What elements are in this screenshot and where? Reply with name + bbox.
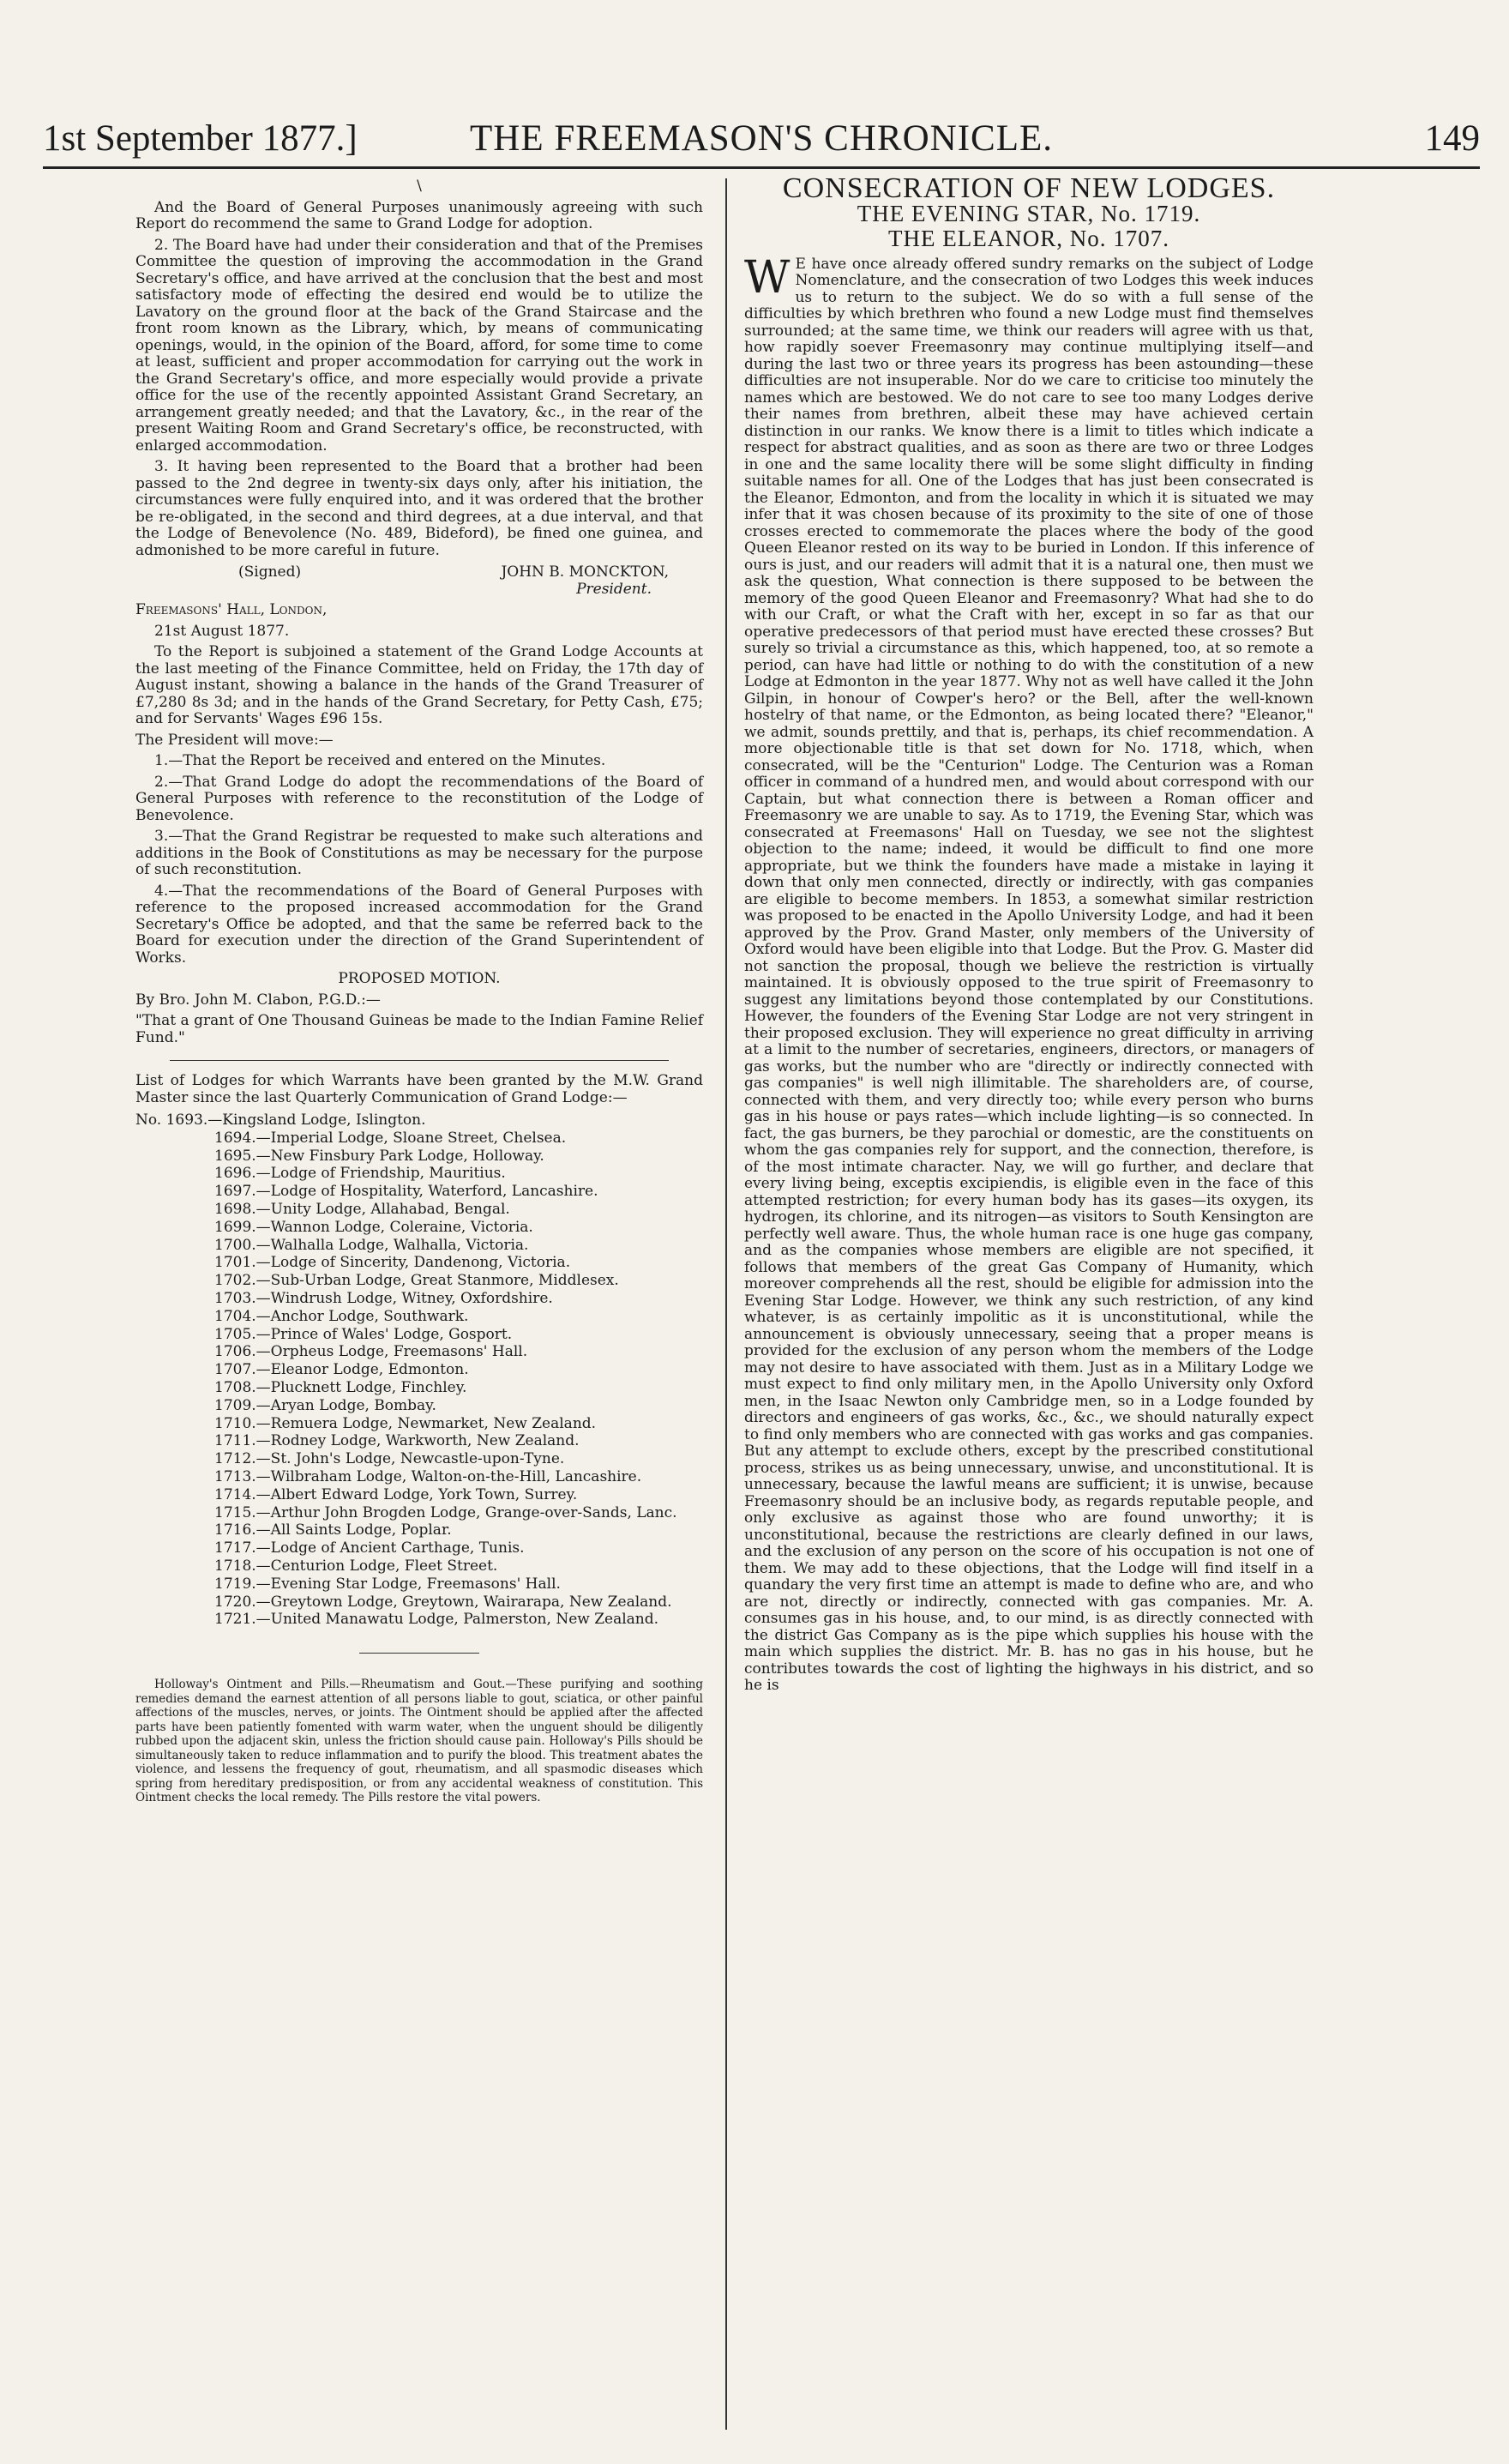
motion-item: 3.—That the Grand Registrar be requested to make such alterations and additions in the Book of Constitutions as may be necessary for the purpose of such reconstitution. — [135, 828, 703, 878]
drop-cap: W — [744, 251, 791, 304]
left-column — [135, 178, 703, 1810]
publication-title: THE FREEMASON'S CHRONICLE. — [470, 118, 1053, 159]
article-subheading-eleanor: THE ELEANOR, No. 1707. — [888, 226, 1169, 251]
move-intro: The President will move:— — [135, 731, 334, 749]
lodge-entry: 1712.—St. John's Lodge, Newcastle-upon-Tyne. — [214, 1450, 565, 1468]
lodge-entry: 1716.—All Saints Lodge, Poplar. — [214, 1521, 452, 1539]
lodge-entry: 1718.—Centurion Lodge, Fleet Street. — [214, 1557, 498, 1575]
signature-block — [135, 564, 703, 581]
signer-name: JOHN B. MONCKTON, — [501, 563, 669, 581]
article-text: E have once already offered sundry remarks on the subject of Lodge Nomenclature, and the consecration of two Lodges this week induces us to return to the subject. We do so with a full sense of the difficulties by which brethren who found a new Lodge must find themselves surrounded; at the same time, we think our readers will agree with us that, how rapidly soever Freemasonry may continue multiplying itself—and during the last two or three years its progress has been astounding—these difficulties are not insuperable. Nor do we care to criticise too minutely the names which are bestowed. We do not care to see too many Lodges derive their names from brethren, albeit these may have achieved certain distinction in our ranks. We know there is a limit to titles which indicate a respect for abstract qualities, and as soon as there are two or three Lodges in one and the same locality there will be some slight difficulty in finding suitable names for all. One of the Lodges that has just been consecrated is the Eleanor, Edmonton, and from the locality in which it is situated we may infer that it was chosen because of its proximity to the site of one of those crosses erected to commemorate the places where the body of the good Queen Eleanor rested on its way to be buried in London. If this inference of ours is just, and our readers will admit that it is a natural one, then must we ask the question, What connection is there supposed to be between the memory of the good Queen Eleanor and Freemasonry? What had she to do with our Craft, or what the Craft with her, except in so far as that our operative predecessors of that period must have erected these crosses? But surely so trivial a circumstance as this, which happened, too, at so remote a period, can have had little or nothing to do with the constitution of a new Lodge at Edmonton in the year 1877. Why not as well have called it the John Gilpin, in honour of Cowper's hero? or the Bell, after the well-known hostelry of that name, or the Edmonton, as being located there? "Eleanor," we admit, sounds prettily, and that is, perhaps, its chief recommendation. A more objectionable title is that set down for No. 1718, which, when consecrated, will be the "Centurion" Lodge. The Centurion was a Roman officer in command of a hundred men, and would about correspond with our Captain, but what connection there is between a Roman officer and Freemasonry we are unable to say. As to 1719, the Evening Star, which was consecrated at Freemasons' Hall on Tuesday, we see not the slightest objection to the name; indeed, it would be difficult to find one more appropriate, but we think the founders have made a mistake in laying it down that only men connected, directly or indirectly, with gas companies are eligible to become members. In 1853, a somewhat similar restriction was proposed to be enacted in the Apollo University Lodge, and had it been approved by the Prov. Grand Master, only members of the University of Oxford would have been eligible into that Lodge. But the Prov. G. Master did not sanction the proposal, though we believe the restriction is virtually maintained. It is obviously opposed to the true spirit of Freemasonry to suggest any limitations beyond those contemplated by our Constitutions. However, the founders of the Evening Star Lodge are not very stringent in their proposed exclusion. They will experience no great difficulty in arriving at a limit to the number of secretaries, engineers, directors, or managers of gas works, but the number who are "directly or indirectly connected with gas companies" is well nigh illimitable. The shareholders are, of course, connected with them, and very directly too; while every person who burns gas in his house or pays rates—which include lighting—is so connected. In fact, the gas burners, be they parochial or domestic, are the constituents on whom the gas companies rely for support, and the connection, therefore, is of the most intimate character. Nay, we will go further, and declare that every living being, exceptis excipiendis, is eligible even in the face of this attempted restriction; for every human body has its gases—its oxygen, its hydrogen, its chlorine, and its nitrogen—as visitors to South Kensington are perfectly well aware. Thus, the whole human race is one huge gas company, and as the companies whose members are eligible are not specified, it follows that members of the great Gas Company of Humanity, which moreover comprehends all the rest, should be eligible for admission into the Evening Star Lodge. However, we think any such restriction, of any kind whatever, is as certainly impolitic as it is unconstitutional, while the announcement is obviously unnecessary, seeing that a proper means is provided for the exclusion of any person whom the members of the Lodge may not desire to have associated with them. Just as in a Military Lodge we must expect to find only military men, in the Apollo University only Oxford men, in the Isaac Newton only Cambridge men, so in a Lodge founded by directors and engineers of gas works, &c., &c., we should naturally expect to find only members who are connected with gas works and gas companies. But any attempt to exclude others, except by the prescribed constitutional process, strikes us as being unnecessary, unwise, and unconstitutional. It is unnecessary, because the lawful means are sufficient; it is unwise, because Freemasonry should be an inclusive body, as regards reputable people, and only exclusive as against those who are found unworthy; it is unconstitutional, because the restrictions are clearly defined in our laws, and the exclusion of any person on the score of his occupation is not one of them. We may add to these objections, that the Lodge will find itself in a quandary the very first time an attempt is made to define who are, and who are not, directly or indirectly, connected with gas companies. Mr. A. consumes gas in his house, and, to our mind, is as directly connected with the district Gas Company as is the pipe which supplies his house with the main which supplies the district. Mr. B. has no gas in his house, but he contributes towards the cost of lighting the highways in his district, and so he is — [744, 255, 1314, 1694]
section-divider — [170, 1060, 669, 1061]
lodge-entry: 1719.—Evening Star Lodge, Freemasons' Hall. — [214, 1575, 561, 1593]
lodge-entry: 1720.—Greytown Lodge, Greytown, Wairarapa, New Zealand. — [214, 1593, 672, 1611]
lodge-entry: 1694.—Imperial Lodge, Sloane Street, Chelsea. — [214, 1129, 567, 1147]
lodge-entry: 1701.—Lodge of Sincerity, Dandenong, Victoria. — [214, 1254, 571, 1272]
lodge-entry: 1711.—Rodney Lodge, Warkworth, New Zealand. — [214, 1432, 580, 1450]
lodge-entry: 1705.—Prince of Wales' Lodge, Gosport. — [214, 1325, 513, 1343]
lodge-entry: 1708.—Plucknett Lodge, Finchley. — [214, 1378, 467, 1396]
right-column — [744, 172, 1314, 1699]
lodge-entry: 1715.—Arthur John Brogden Lodge, Grange-over-Sands, Lanc. — [214, 1503, 677, 1521]
board-report-paragraph: 3. It having been represented to the Board that a brother had been passed to the 2nd degree in twenty-six days only, after his initiation, the circumstances were fully enquired into, and it was ordered that the brother be re-obligated, in the second and third degrees, at a due interval, and that the Lodge of Benevolence (No. 489, Bideford), be fined one guinea, and admonished to be more careful in future. — [135, 458, 703, 559]
article-headline: CONSECRATION OF NEW LODGES. — [782, 172, 1276, 204]
column-rule — [725, 178, 727, 2430]
signed-label: (Signed) — [238, 563, 302, 581]
lodge-entry: 1714.—Albert Edward Lodge, York Town, Surrey. — [214, 1485, 578, 1503]
dateline-date: 21st August 1877. — [154, 622, 290, 640]
lodge-entry: 1707.—Eleanor Lodge, Edmonton. — [214, 1361, 469, 1379]
lodge-entry: 1700.—Walhalla Lodge, Walhalla, Victoria. — [214, 1236, 529, 1254]
advert-divider — [359, 1653, 479, 1654]
lodge-entry: 1702.—Sub-Urban Lodge, Great Stanmore, Middlesex. — [214, 1272, 619, 1290]
lodge-entry: 1710.—Remuera Lodge, Newmarket, New Zealand. — [214, 1414, 597, 1432]
dateline-place: Freemasons' Hall, London, — [135, 601, 328, 618]
lodge-entry: 1699.—Wannon Lodge, Coleraine, Victoria. — [214, 1218, 533, 1236]
board-report-paragraph: 2. The Board have had under their consideration and that of the Premises Committee the question of improving the accommodation in the Grand Secretary's office, and have arrived at the conclusion that the best and most satisfactory mode of effecting the desired end would be to utilize the Lavatory on the ground floor at the back of the Grand Staircase and the front room known as the Library, which, by means of communicating openings, would, in the opinion of the Board, afford, for some time to come at least, sufficient and proper accommodation for carrying out the work in the Grand Secretary's office, and more especially would provide a private office for the use of the recently appointed Assistant Grand Secretary, an arrangement greatly needed; and that the Lavatory, &c., in the rear of the present Waiting Room and Grand Secretary's office, be reconstructed, with enlarged accommodation. — [135, 236, 703, 455]
lodge-entry: 1709.—Aryan Lodge, Bombay. — [214, 1396, 436, 1414]
holloway-advertisement: Holloway's Ointment and Pills.—Rheumatism and Gout.—These purifying and soothing remedies demand the earnest attention of all persons liable to gout, sciatica, or other painful affections of the muscles, nerves, or joints. The Ointment should be applied after the affected parts have been patiently fomented with warm water, when the unguent should be diligently rubbed upon the adjacent skin, unless the friction should cause pain. Holloway's Pills should be simultaneously taken to reduce inflammation and to purify the blood. This treatment abates the violence, and lessens the frequency of gout, rheumatism, and all spasmodic diseases which spring from hereditary predisposition, or from any accidental weakness of constitution. This Ointment checks the local remedy. The Pills restore the vital powers. — [135, 1678, 703, 1805]
lodge-entry: 1721.—United Manawatu Lodge, Palmerston, New Zealand. — [214, 1611, 659, 1629]
lodge-entry: 1703.—Windrush Lodge, Witney, Oxfordshire. — [214, 1289, 553, 1307]
lodge-list-intro: List of Lodges for which Warrants have been granted by the M.W. Grand Master since the last Quarterly Communication of Grand Lodge:— — [135, 1072, 703, 1106]
lodge-entry: 1704.—Anchor Lodge, Southwark. — [214, 1307, 469, 1325]
proposed-motion-heading: PROPOSED MOTION. — [338, 970, 501, 987]
lodge-entry: No. 1693.—Kingsland Lodge, Islington. — [135, 1112, 426, 1129]
lodge-entry: 1696.—Lodge of Friendship, Mauritius. — [214, 1165, 506, 1183]
lodge-entry: 1697.—Lodge of Hospitality, Waterford, Lancashire. — [214, 1183, 598, 1201]
accounts-paragraph: To the Report is subjoined a statement of the Grand Lodge Accounts at the last meeting of the Finance Committee, held on Friday, the 17th day of August instant, showing a balance in the hands of the Grand Treasurer of £7,280 8s 3d; and in the hands of the Grand Secretary, for Petty Cash, £75; and for Servants' Wages £96 15s. — [135, 643, 703, 727]
article-subheading-evening-star: THE EVENING STAR, No. 1719. — [857, 200, 1201, 226]
proposer: By Bro. John M. Clabon, P.G.D.:— — [135, 991, 381, 1009]
column-mark: \ — [417, 178, 422, 195]
lodge-entry: 1698.—Unity Lodge, Allahabad, Bengal. — [214, 1200, 510, 1218]
lodge-list — [135, 1112, 703, 1629]
lodge-entry: 1713.—Wilbraham Lodge, Walton-on-the-Hill, Lancashire. — [214, 1467, 642, 1485]
page-number: 149 — [1424, 118, 1480, 159]
motion-item: 1.—That the Report be received and entered on the Minutes. — [154, 752, 606, 769]
board-report-paragraph: And the Board of General Purposes unanimously agreeing with such Report do recommend the same to Grand Lodge for adoption. — [135, 198, 703, 232]
issue-date: 1st September 1877.] — [43, 118, 358, 159]
motion-text: "That a grant of One Thousand Guineas be made to the Indian Famine Relief Fund." — [135, 1012, 703, 1046]
signer-title: President. — [576, 580, 652, 598]
motion-item: 4.—That the recommendations of the Board of General Purposes with reference to the proposed increased accommodation for the Grand Secretary's Office be adopted, and that the same be referred back to the Board for execution under the direction of the Grand Superintendent of Works. — [135, 882, 703, 967]
lodge-entry: 1706.—Orpheus Lodge, Freemasons' Hall. — [214, 1343, 528, 1361]
page-header — [43, 111, 1480, 169]
article-body — [744, 251, 1314, 1695]
lodge-entry: 1695.—New Finsbury Park Lodge, Holloway. — [214, 1147, 544, 1165]
motion-item: 2.—That Grand Lodge do adopt the recommendations of the Board of General Purposes with reference to the reconstitution of the Lodge of Benevolence. — [135, 773, 703, 824]
lodge-entry: 1717.—Lodge of Ancient Carthage, Tunis. — [214, 1539, 525, 1557]
